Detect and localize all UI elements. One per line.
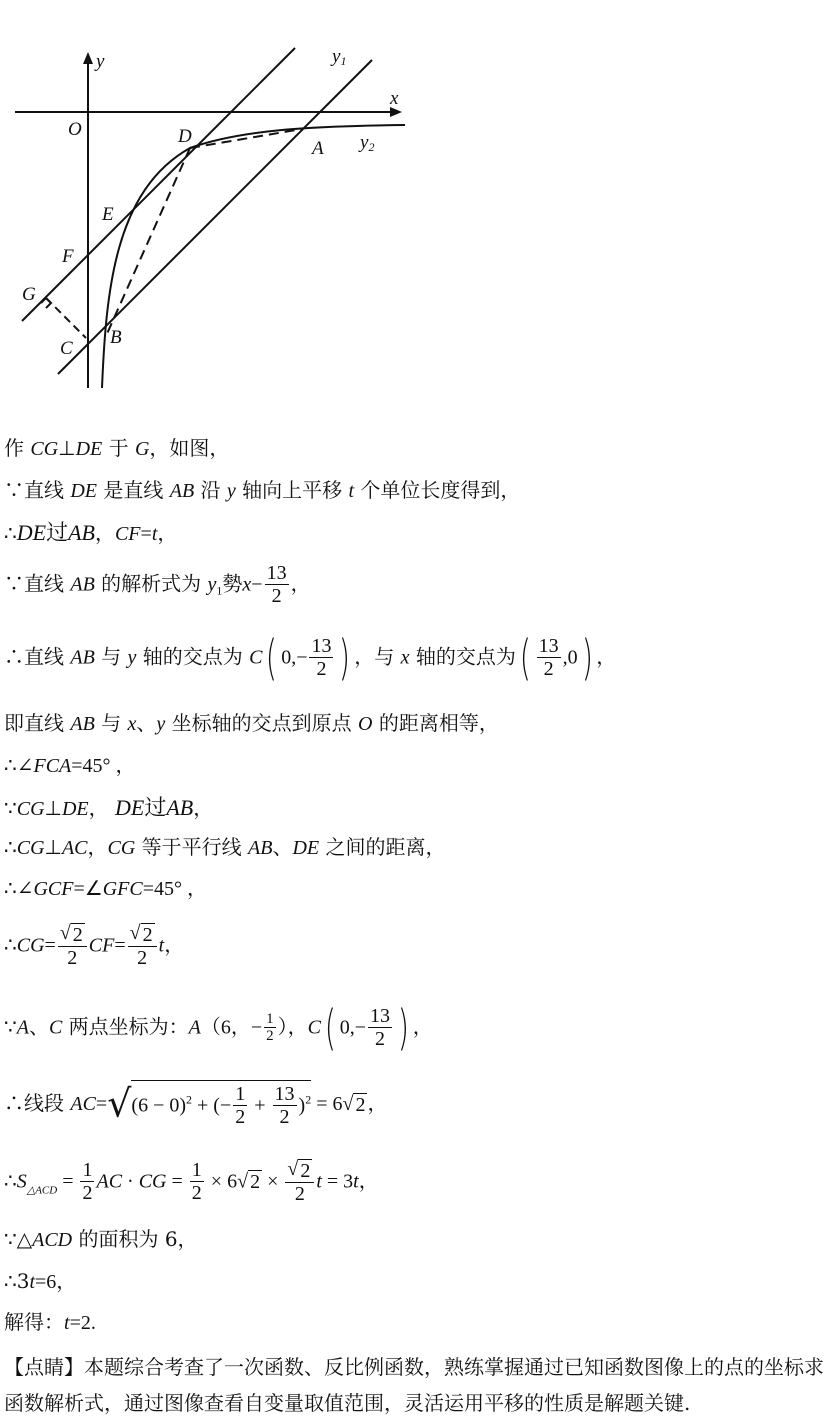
solution-line-3: ∴DE过AB，CF=t， — [4, 520, 178, 546]
dashed-gc — [46, 298, 86, 338]
key-point-comment: 【点睛】本题综合考查了一次函数、反比例函数，熟练掌握通过已知函数图像上的点的坐标求函数解析式，通过图像查看自变量取值范围，灵活运用平移的性质是解题关键. — [4, 1355, 824, 1415]
label-y1: y1 — [332, 46, 347, 68]
label-origin: O — [68, 119, 82, 140]
solution-line-17: 解得：t=2. — [4, 1310, 96, 1334]
label-f: F — [62, 246, 74, 267]
label-e: E — [102, 204, 114, 225]
solution-line-4: ∵直线 AB 的解析式为 $y_1$勢x− $\frac{13}{2}$ ， — [4, 562, 311, 607]
solution-line-13: ∴线段 $AC=√(6 - 0)^2$ + (− $\frac{1}{2}$ + $\frac{13}{2}$ )$^2$ = 6√ 2 ， — [4, 1081, 388, 1128]
solution-line-5: ∴直线 AB 与 y 轴的交点为 C( 0,− $\frac{13}{2}$ ) ，与 x 轴的交点为( $\frac{13}{2}$ ,0) ， — [4, 630, 617, 686]
fraction: $\frac{13}{2}$ — [370, 1005, 391, 1050]
solution-line-11: ∴CG= $\frac{√ 2}{2}$ CF= $\frac{√ 2}{2}$ t， — [4, 922, 185, 969]
fraction: $\frac{13}{2}$ — [311, 635, 332, 680]
solution-line-7: ∴∠FCA=45° ， — [4, 753, 136, 777]
dashed-da — [190, 129, 302, 148]
label-a: A — [312, 138, 324, 159]
solution-line-14: $\therefore S_{\triangle ACD}$ = $\frac{1}{2}$ AC · CG = $\frac{1}{2}$ × 6√ 2 × $\frac{√ 2}{2}$ t = 3t， — [4, 1158, 379, 1205]
solution-line-9: ∴CG⊥AC，CG 等于平行线 AB、DE 之间的距离， — [4, 835, 446, 859]
fraction: $\frac{√ 2}{2}$ — [285, 1158, 314, 1206]
fraction: $\frac{√ 2}{2}$ — [128, 922, 157, 970]
fraction: $\frac{13}{2}$ — [274, 1083, 295, 1128]
solution-line-2: ∵直线 DE 是直线 AB 沿 y 轴向上平移 t 个单位长度得到， — [4, 478, 521, 502]
label-b: B — [110, 327, 122, 348]
solution-line-1: 作 CG⊥DE 于 G，如图， — [4, 436, 230, 460]
function-graph-figure — [10, 40, 410, 390]
curve-y2 — [102, 125, 405, 388]
fraction: $\frac{1}{2}$ — [266, 1010, 274, 1045]
solution-line-15: ∵△ACD 的面积为 6， — [4, 1227, 198, 1251]
solution-line-6: 即直线 AB 与 x、y 坐标轴的交点到原点 O 的距离相等， — [4, 711, 499, 735]
label-c: C — [60, 338, 73, 359]
fraction: $\frac{1}{2}$ — [235, 1083, 246, 1128]
solution-line-8: ∵CG⊥DE， DE过AB， — [4, 795, 214, 821]
solution-line-12: ∵A、C 两点坐标为：A（6，− $\frac{1}{2}$ ），C( 0,− $\frac{13}{2}$ ) ， — [4, 1000, 433, 1056]
label-d: D — [178, 126, 192, 147]
label-y2: y2 — [360, 132, 375, 154]
solution-line-16: ∴3t=6， — [4, 1269, 77, 1293]
fraction: $\frac{13}{2}$ — [266, 562, 287, 607]
solution-line-10: ∴∠GCF=∠GFC=45° ， — [4, 876, 207, 900]
fraction: $\frac{√ 2}{2}$ — [58, 922, 87, 970]
line-y1 — [22, 48, 295, 321]
label-y-axis: y — [96, 51, 105, 72]
fraction: $\frac{13}{2}$ — [538, 635, 559, 680]
label-x-axis: x — [390, 88, 399, 109]
fraction: $\frac{1}{2}$ — [82, 1158, 93, 1204]
dashed-db — [106, 148, 190, 336]
fraction: $\frac{1}{2}$ — [191, 1158, 202, 1204]
y-axis-arrow — [83, 52, 93, 64]
label-g: G — [22, 284, 36, 305]
